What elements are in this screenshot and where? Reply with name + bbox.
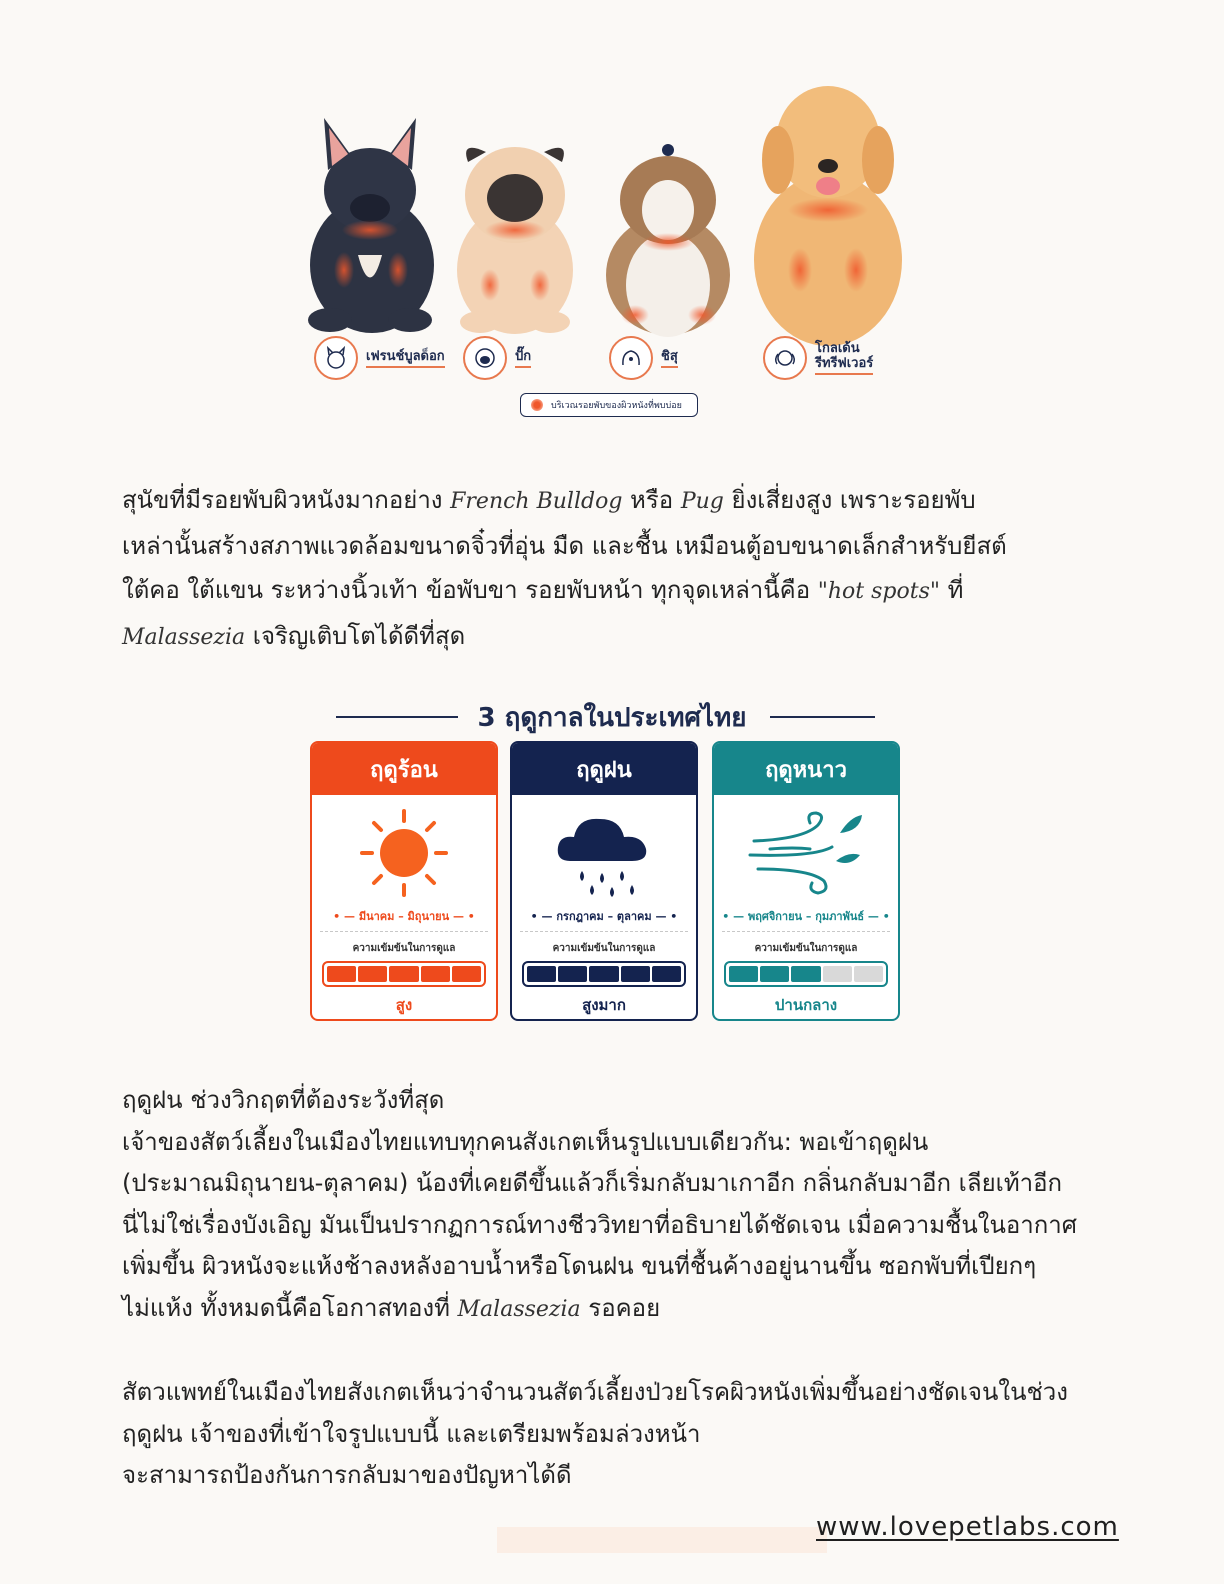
hotspot-dot-icon — [531, 399, 543, 411]
paragraph-line: เหล่านั้นสร้างสภาพแวดล้อมขนาดจิ๋วที่อุ่น มืด และชื้น เหมือนตู้อบขนาดเล็กสำหรับยีสต์ — [122, 532, 1007, 560]
hotspot-legend — [520, 393, 698, 417]
intensity-segment-filled — [327, 966, 356, 982]
intensity-segment-filled — [389, 966, 418, 982]
breed-caption-shih-tzu — [609, 336, 678, 380]
paragraph-line: จะสามารถป้องกันการกลับมาของปัญหาได้ดี — [122, 1461, 572, 1489]
pug-figure — [457, 147, 573, 334]
intensity-segment-filled — [527, 966, 556, 982]
paragraph-line: นี่ไม่ใช่เรื่องบังเอิญ มันเป็นปรากฏการณ์ทางชีววิทยาที่อธิบายได้ชัดเจน เมื่อความชื้นในอากาศ — [122, 1210, 1077, 1239]
footer-highlight — [497, 1527, 827, 1553]
paragraph-line: เพิ่มขึ้น ผิวหนังจะแห้งช้าลงหลังอาบน้ำหรือโดนฝน ขนที่ชื้นค้างอยู่นานขึ้น ซอกพับที่เปียกๆ — [122, 1252, 1037, 1280]
paragraph-veterinarians — [122, 1372, 1162, 1497]
pug-face-icon — [463, 336, 507, 380]
intensity-segment-filled — [791, 966, 820, 982]
paragraph-line: (ประมาณมิถุนายน-ตุลาคม) น้องที่เคยดีขึ้นแล้วก็เริ่มกลับมาเกาอีก กลิ่นกลับมาอีก เลียเท้าอีก — [122, 1169, 1063, 1197]
season-card-rainy — [510, 741, 698, 1021]
paragraph-line: ใต้คอ ใต้แขน ระหว่างนิ้วเท้า ข้อพับขา รอยพับหน้า ทุกจุดเหล่านี้คือ "hot spots" ที่ — [122, 576, 964, 604]
intensity-level: ปานกลาง — [774, 996, 838, 1014]
intensity-segment-filled — [729, 966, 758, 982]
paragraph-heading: ฤดูฝน ช่วงวิกฤตที่ต้องระวังที่สุด — [122, 1086, 445, 1114]
intensity-label: ความเข้มข้นในการดูแล — [754, 943, 858, 954]
paragraph-line: เจ้าของสัตว์เลี้ยงในเมืองไทยแทบทุกคนสังเกตเห็นรูปแบบเดียวกัน: พอเข้าฤดูฝน — [122, 1127, 929, 1156]
intensity-segment-filled — [452, 966, 481, 982]
french-bulldog-face-icon — [314, 336, 358, 380]
season-card-winter — [712, 741, 900, 1021]
paragraph-line: Malassezia เจริญเติบโตได้ดีที่สุด — [122, 622, 466, 650]
intensity-segment-filled — [589, 966, 618, 982]
card-header: ฤดูร้อน — [312, 743, 496, 795]
intensity-label: ความเข้มข้นในการดูแล — [552, 943, 656, 954]
paragraph-rainy-season — [122, 1080, 1162, 1330]
breed-label: โกลเด้น รีทรีฟเวอร์ — [815, 341, 873, 375]
golden-retriever-figure — [754, 86, 902, 346]
card-months: • — พฤศจิกายน – กุมภาพันธ์ — • — [722, 910, 890, 923]
paragraph-line: สุนัขที่มีรอยพับผิวหนังมากอย่าง French Bulldog หรือ Pug ยิ่งเสี่ยงสูง เพราะรอยพับ — [122, 486, 976, 514]
breed-label: ชิสุ — [661, 349, 678, 368]
intensity-segment-empty — [854, 966, 883, 982]
paragraph-line: สัตวแพทย์ในเมืองไทยสังเกตเห็นว่าจำนวนสัตว์เลี้ยงป่วยโรคผิวหนังเพิ่มขึ้นอย่างชัดเจนในช่วง — [122, 1378, 1068, 1406]
breed-label: ปั๊ก — [515, 349, 531, 368]
intensity-segment-empty — [823, 966, 852, 982]
card-months: • — มีนาคม – มิถุนายน — • — [333, 910, 475, 923]
intensity-segment-filled — [652, 966, 681, 982]
shih-tzu-figure — [606, 144, 730, 337]
breed-caption-pug — [463, 336, 531, 380]
card-months: • — กรกฎาคม – ตุลาคม — • — [530, 910, 678, 923]
sun-icon — [312, 803, 496, 903]
golden-retriever-face-icon — [763, 336, 807, 380]
paragraph-skin-folds — [122, 478, 1162, 660]
intensity-bar — [322, 961, 486, 987]
rain-cloud-icon — [512, 803, 696, 903]
paragraph-line: ฤดูฝน เจ้าของที่เข้าใจรูปแบบนี้ และเตรียมพร้อมล่วงหน้า — [122, 1419, 701, 1448]
french-bulldog-figure — [308, 118, 434, 333]
intensity-level: สูง — [395, 996, 413, 1014]
intensity-segment-filled — [558, 966, 587, 982]
card-divider — [520, 931, 688, 932]
intensity-bar — [724, 961, 888, 987]
intensity-level: สูงมาก — [582, 996, 626, 1014]
intensity-segment-filled — [760, 966, 789, 982]
breed-label: เฟรนช์บูลด็อก — [366, 349, 445, 368]
card-header: ฤดูหนาว — [714, 743, 898, 795]
intensity-segment-filled — [421, 966, 450, 982]
intensity-segment-filled — [358, 966, 387, 982]
wind-leaf-icon — [714, 803, 898, 903]
legend-text: บริเวณรอยพับของผิวหนังที่พบบ่อย — [551, 401, 682, 411]
website-link[interactable]: www.lovepetlabs.com — [816, 1512, 1119, 1542]
breed-caption-golden-retriever — [763, 336, 873, 380]
seasons-title: 3 ฤดูกาลในประเทศไทย — [477, 703, 747, 733]
breed-caption-french-bulldog — [314, 336, 445, 380]
intensity-label: ความเข้มข้นในการดูแล — [352, 943, 456, 954]
card-header: ฤดูฝน — [512, 743, 696, 795]
season-card-summer — [310, 741, 498, 1021]
shih-tzu-face-icon — [609, 336, 653, 380]
card-divider — [320, 931, 488, 932]
card-divider — [722, 931, 890, 932]
intensity-bar — [522, 961, 686, 987]
intensity-segment-filled — [621, 966, 650, 982]
paragraph-line: ไม่แห้ง ทั้งหมดนี้คือโอกาสทองที่ Malassezia รอคอย — [122, 1293, 661, 1322]
